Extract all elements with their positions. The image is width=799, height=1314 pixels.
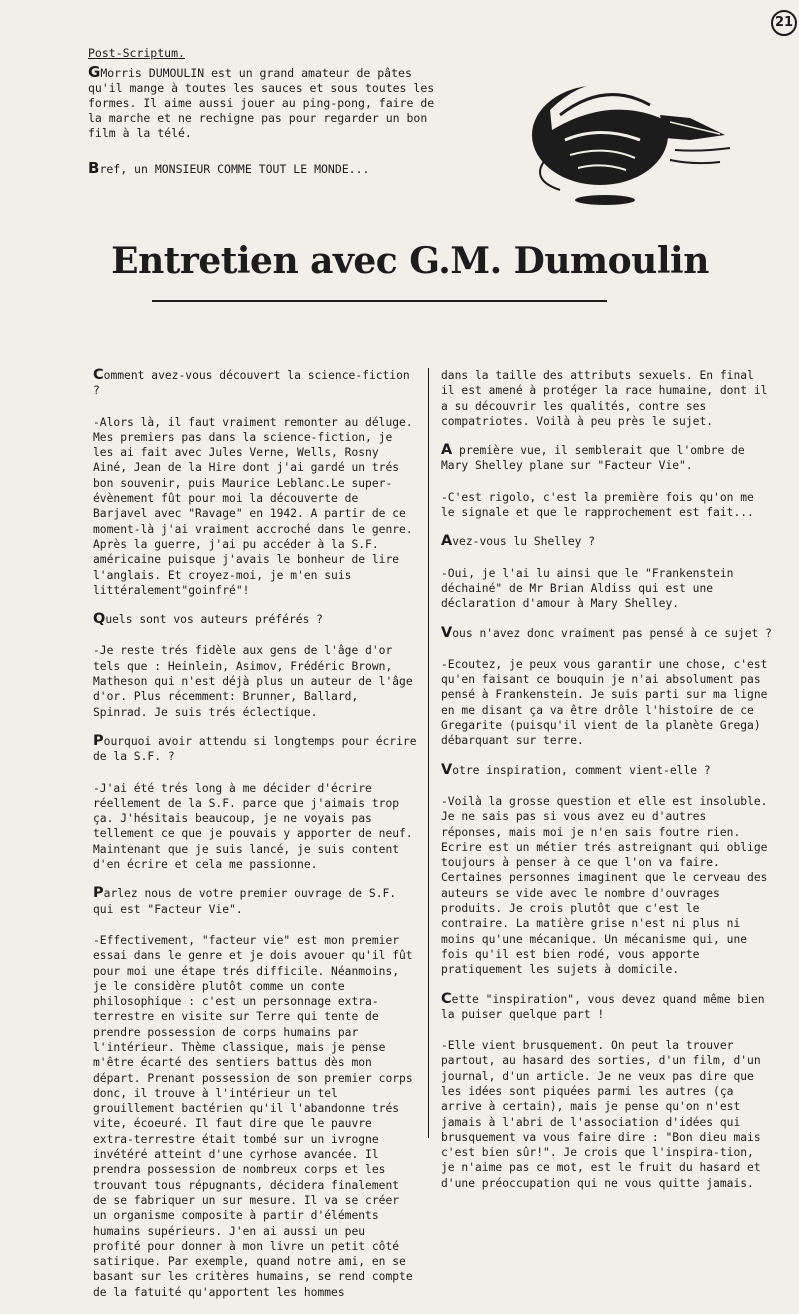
interview-answer: [93, 933, 417, 1300]
drop-initial: V: [441, 761, 453, 778]
right-column: [441, 368, 773, 1205]
drop-initial: B: [88, 159, 100, 177]
answer-text: -Elle vient brusquement. On peut la trouver partout, au hasard des sorties, d'un film, d'un journal, d'un article. Je ne veux pas dire que les idées sont piquées parmi les autres (ça arrive à certain), mais je pense qu'on n'est jamais à l'abri de l'association d'idées qui brusquement va vous faire dire : "Bon dieu mais c'est bien sûr!". Je crois que l'inspira-tion, je n'aime pas ce mot, est le fruit du hasard et d'une préoccupation qui ne vous quitte jamais.: [441, 1039, 761, 1190]
interview-answer: [441, 566, 773, 612]
postscript-title: Post-Scriptum.: [88, 46, 185, 60]
interview-answer: [441, 368, 773, 429]
postscript-paragraph: [88, 161, 438, 177]
interview-answer: [93, 781, 417, 873]
drop-initial: V: [441, 624, 453, 641]
answer-text: dans la taille des attributs sexuels. En final il est amené à protéger la race humaine, dont il a su découvrir les qualités, contre ses compatriotes. Voilà à peu près le sujet.: [441, 369, 768, 428]
question-text: otre inspiration, comment vient-elle ?: [452, 763, 711, 777]
left-column: [93, 368, 417, 1314]
postscript-paragraph: [88, 65, 438, 141]
headline: Entretien avec G.M. Dumoulin: [111, 240, 709, 282]
interview-question: [441, 763, 773, 778]
drop-initial: A: [441, 533, 453, 550]
answer-text: -C'est rigolo, c'est la première fois qu'on me le signale et que le rapprochement est fait...: [441, 490, 754, 520]
interview-question: [441, 443, 773, 474]
postscript: [88, 46, 438, 197]
answer-text: -Voilà la grosse question et elle est insoluble. Je ne sais pas si vous avez eu d'autres réponses, mais moi je n'en sais foutre rien. Ecrire est un métier trés astreignant qui oblige toujours à penser à ce que l'on va faire. Certaines personnes imaginent que le cerveau des auteurs se vide avec le nombre d'ouvrages produits. Je crois plutôt que c'est le contraire. La matière grise n'est ni plus ni moins qu'une mécanique. Un mécanisme qui, une fois qu'il est bien rodé, vous apporte pratiquement les sujets à domicile.: [441, 794, 768, 977]
drop-initial: C: [93, 367, 104, 383]
question-text: uels sont vos auteurs préférés ?: [105, 613, 323, 627]
drop-initial: G: [88, 63, 101, 81]
question-text: ourquoi avoir attendu si longtemps pour écrire de la S.F. ?: [93, 734, 417, 764]
question-text: ous n'avez donc vraiment pas pensé à ce sujet ?: [452, 626, 772, 640]
answer-text: -Effectivement, "facteur vie" est mon premier essai dans le genre et je dois avouer qu'il fût pour moi une étape trés difficile. Néanmoins, je le considère plutôt comme un conte philosophique : c'est un personnage extra-terrestre en visite sur Terre qui tente de prendre possession de corps humains par l'intérieur. Thème classique, mais je pense m'être écarté des sentiers battus dès mon départ. Prenant possession de son premier corps donc, il trouve à l'intérieur un tel grouillement bactérien qu'il l'abandonne trés vite, écoeuré. Il faut dire que le pauvre extra-terrestre était tombé sur un ivrogne invétéré atteint d'une cyrhose avancée. Il prendra possession de nombreux corps et les trouvant tous répugnants, décidera finalement de se fabriquer un sur mesure. Il va se créer un organisme composite à partir d'éléments humains supérieurs. J'en ai aussi un peu profité pour donner à mon livre un petit côté satirique. Par exemple, quand notre ami, en se basant sur les critères humains, se rend compte de la fatuité qu'apportent les hommes: [93, 933, 413, 1299]
answer-text: -Ecoutez, je peux vous garantir une chose, c'est qu'en faisant ce bouquin je n'ai absolument pas pensé à Frankenstein. Je suis parti sur ma ligne en me disant ça va être drôle l'histoire de ce Gregarite (puisqu'il vient de la planète Grega) débarquant sur terre.: [441, 657, 768, 748]
question-text: vez-vous lu Shelley ?: [452, 535, 596, 549]
column-divider: [428, 368, 429, 1138]
interview-question: [93, 612, 417, 627]
answer-text: -J'ai été trés long à me décider d'écrire réellement de la S.F. parce que j'aimais trop ça. J'hésitais beaucoup, je ne voyais pas tellement ce que je pouvais y apporter de neuf. Maintenant que je suis lancé, je suis content d'en écrire et cela me passionne.: [93, 781, 413, 872]
interview-question: [93, 368, 417, 399]
drop-initial: P: [93, 732, 104, 749]
interview-answer: [441, 794, 773, 978]
interview-answer: [441, 657, 773, 749]
interview-answer: [441, 490, 773, 521]
drop-initial: P: [93, 885, 104, 902]
answer-text: -Alors là, il faut vraiment remonter au déluge. Mes premiers pas dans la science-fiction, je les ai fait avec Jules Verne, Wells, Rosny Ainé, Jean de la Hire dont j'ai gardé un trés bon souvenir, puis Maurice Leblanc.Le super-évènement fût pour moi la découverte de Barjavel avec "Ravage" en 1942. A partir de ce moment-là j'ai vraiment accroché dans le genre. Après la guerre, j'ai pu accéder à la S.F. américaine puisque j'avais le bonheur de lire l'anglais. Et croyez-moi, je m'en suis littéralement"goinfré"!: [93, 415, 413, 597]
interview-question: [93, 734, 417, 765]
interview-question: [93, 886, 417, 917]
question-text: première vue, il semblerait que l'ombre de Mary Shelley plane sur "Facteur Vie".: [441, 444, 745, 473]
headline-rule: [152, 300, 607, 302]
page-number: 21: [771, 10, 797, 36]
question-text: ette "inspiration", vous devez quand même bien la puiser quelque part !: [441, 992, 765, 1021]
interview-question: [441, 534, 773, 549]
drop-initial: Q: [93, 611, 106, 628]
question-text: omment avez-vous découvert la science-fiction ?: [93, 369, 410, 398]
question-text: arlez nous de votre premier ouvrage de S.F. qui est "Facteur Vie".: [93, 887, 397, 916]
interview-answer: [93, 643, 417, 719]
interview-question: [441, 626, 773, 641]
answer-text: -Oui, je l'ai lu ainsi que le "Frankenstein déchainé" de Mr Brian Aldiss qui est une déclaration d'amour à Mary Shelley.: [441, 566, 734, 611]
drop-initial: A: [441, 442, 453, 459]
spaceship-illustration: [490, 40, 740, 220]
answer-text: -Je reste trés fidèle aux gens de l'âge d'or tels que : Heinlein, Asimov, Frédéric Brown, Matheson qui n'est déjà plus un auteur de l'âge d'or. Plus récemment: Brunner, Ballard, Spinrad. Je suis trés éclectique.: [93, 644, 413, 719]
postscript-text: Morris DUMOULIN est un grand amateur de pâtes qu'il mange à toutes les sauces et sous toutes les formes. Il aime aussi jouer au ping-pong, faire de la marche et ne rechigne pas pour regarder un bon film à la télé.: [88, 66, 435, 140]
interview-answer: [441, 1038, 773, 1191]
drop-initial: C: [441, 990, 452, 1007]
interview-question: [441, 992, 773, 1023]
interview-answer: [93, 415, 417, 599]
postscript-text: ref, un MONSIEUR COMME TOUT LE MONDE...: [99, 162, 370, 176]
